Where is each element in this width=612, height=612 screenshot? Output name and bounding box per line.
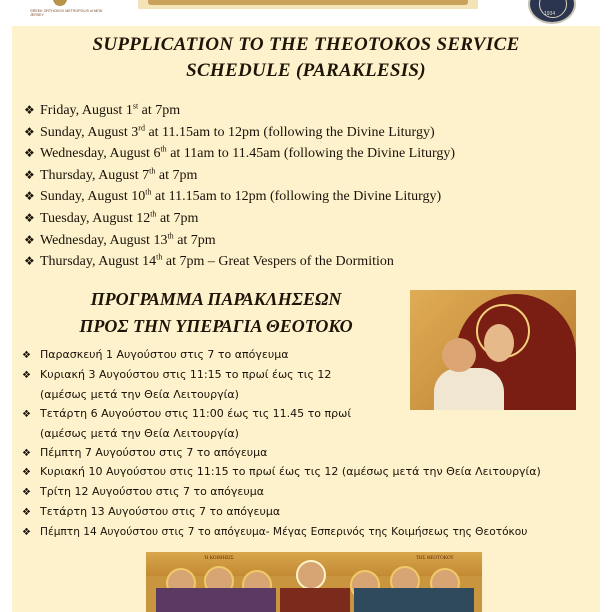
header — [0, 0, 612, 26]
greek-schedule-item: ❖ Κυριακή 3 Αυγούστου στις 11:15 το πρωί έως τις 12 (αμέσως μετά την Θεία Λειτουργία) — [22, 367, 332, 401]
diamond-bullet-icon: ❖ — [22, 408, 31, 420]
diamond-bullet-icon: ❖ — [22, 507, 31, 519]
schedule-item: ❖ Tuesday, August 12th at 7pm — [24, 208, 594, 230]
icon-label-right: ΤΗΣ ΘΕΟΤΟΚΟΥ — [416, 556, 454, 561]
schedule-item: ❖ Friday, August 1st at 7pm — [24, 100, 594, 122]
greek-schedule-item: ❖ Τετάρτη 13 Αυγούστου στις 7 το απόγευμα — [22, 503, 607, 523]
header-banner — [138, 0, 478, 9]
page-title — [12, 32, 600, 84]
diamond-bullet-icon: ❖ — [22, 447, 31, 459]
greek-title-line-2: ΠΡΟΣ ΤΗΝ ΥΠΕΡΑΓΙΑ ΘΕΟΤΟΚΟ — [79, 316, 353, 336]
diamond-bullet-icon: ❖ — [24, 232, 35, 247]
schedule-item: ❖ Thursday, August 7th at 7pm — [24, 165, 594, 187]
diamond-bullet-icon: ❖ — [24, 189, 35, 204]
title-line-2: SCHEDULE (PARAKLESIS) — [186, 60, 426, 81]
crest-icon — [53, 0, 67, 6]
schedule-item: ❖ Wednesday, August 6th at 11am to 11.45am (following the Divine Liturgy) — [24, 143, 594, 165]
diamond-bullet-icon: ❖ — [22, 527, 31, 539]
greek-schedule-item: ❖ Παρασκευή 1 Αυγούστου στις 7 το απόγευμα — [22, 346, 607, 366]
diamond-bullet-icon: ❖ — [24, 254, 35, 269]
greek-schedule-item: ❖ Πέμπτη 14 Αυγούστου στις 7 το απόγευμα- Μέγας Εσπερινός της Κοιμήσεως της Θεοτόκου — [22, 523, 607, 543]
schedule-item: ❖ Sunday, August 10th at 11.15am to 12pm (following the Divine Liturgy) — [24, 186, 594, 208]
schedule-item: ❖ Wednesday, August 13th at 7pm — [24, 230, 594, 252]
greek-schedule-item: ❖ Τετάρτη 6 Αυγούστου στις 11:00 έως τις 11.45 το πρωί (αμέσως μετά την Θεία Λειτουργία) — [22, 406, 352, 440]
seal-year: 1934 — [544, 11, 556, 17]
org-label: GREEK ORTHODOX METROPOLIS of NEW JERSEY — [30, 9, 103, 17]
schedule-item: ❖ Sunday, August 3rd at 11.15am to 12pm (following the Divine Liturgy) — [24, 122, 594, 144]
diamond-bullet-icon: ❖ — [22, 350, 31, 361]
metropolis-logo — [30, 0, 103, 22]
diamond-bullet-icon: ❖ — [24, 146, 35, 161]
diamond-bullet-icon: ❖ — [24, 103, 35, 117]
schedule-item: ❖ Thursday, August 14th at 7pm – Great Vespers of the Dormition — [24, 251, 594, 273]
english-schedule-list — [24, 100, 594, 273]
dormition-icon-image — [146, 552, 482, 612]
diamond-bullet-icon: ❖ — [24, 124, 35, 139]
diamond-bullet-icon: ❖ — [24, 210, 35, 225]
diamond-bullet-icon: ❖ — [22, 467, 31, 479]
diamond-bullet-icon: ❖ — [22, 369, 31, 381]
greek-schedule-list — [22, 346, 607, 543]
title-line-1: SUPPLICATION TO THE THEOTOKOS SERVICE — [92, 34, 520, 55]
greek-schedule-item: ❖ Κυριακή 10 Αυγούστου στις 11:15 το πρωί έως τις 12 (αμέσως μετά την Θεία Λειτουργία) — [22, 463, 607, 483]
greek-schedule-item: ❖ Τρίτη 12 Αυγούστου στις 7 το απόγευμα — [22, 483, 607, 503]
greek-title — [30, 286, 402, 340]
greek-schedule-item: ❖ Πέμπτη 7 Αυγούστου στις 7 το απόγευμα — [22, 444, 607, 464]
diamond-bullet-icon: ❖ — [24, 167, 35, 182]
diamond-bullet-icon: ❖ — [22, 487, 31, 499]
greek-title-line-1: ΠΡΟΓΡΑΜΜΑ ΠΑΡΑΚΛΗΣΕΩΝ — [90, 289, 342, 309]
parish-seal-icon — [528, 0, 576, 24]
icon-label-left: Ἡ ΚΟΙΜΗΣΙΣ — [204, 556, 234, 561]
